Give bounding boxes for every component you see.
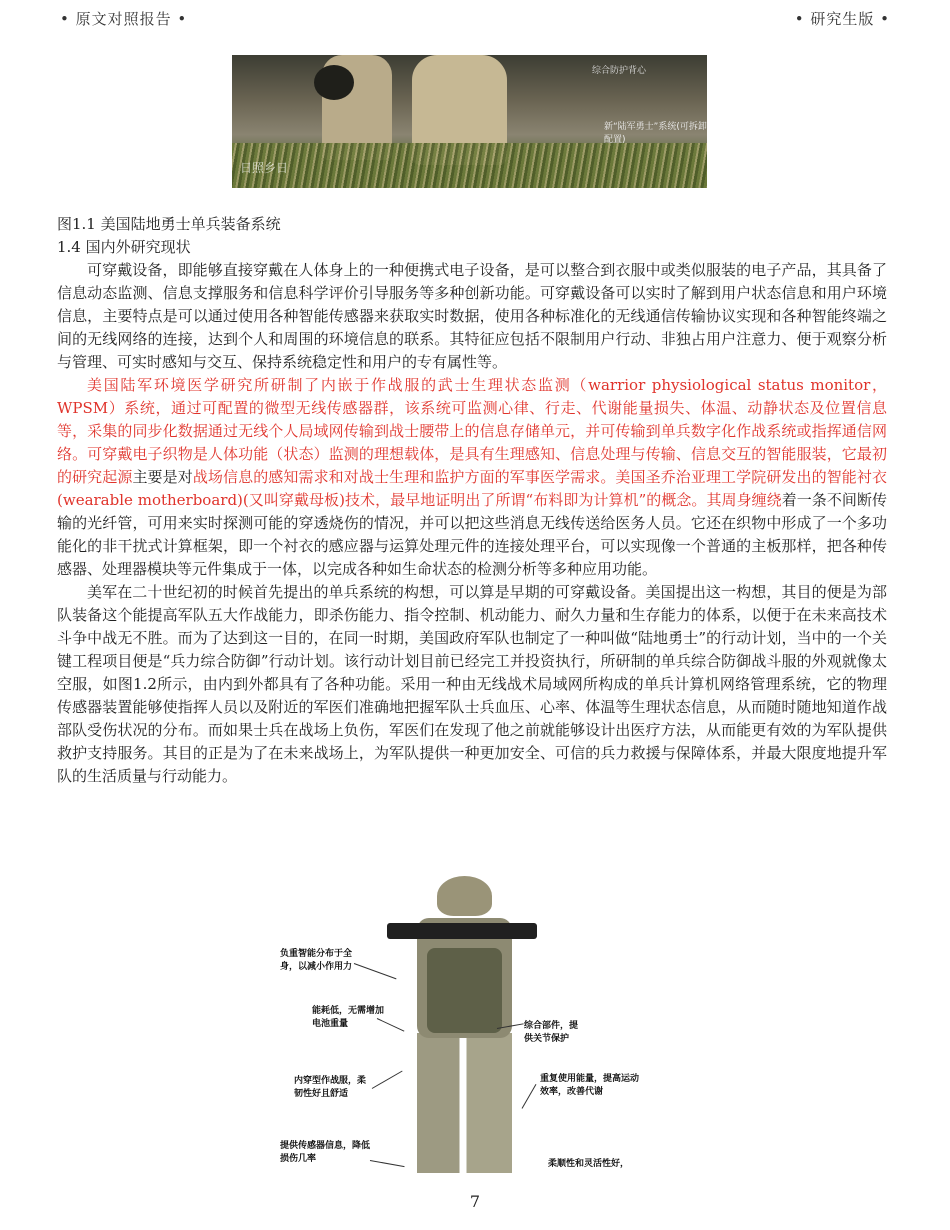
section-heading: 1.4 国内外研究现状 [57, 238, 191, 256]
highlight-red-1: 美国陆军环境医学研究所研制了内嵌于作战服的武士生理状态监测（warrior physiological status monitor，WPSM）系统，通过可配置的微型无线传感器群，该系统可监测心律、行走、代谢能量损失、体温、动静状态及位置信息等，采集的同步化数据通过无线个人局域网传输到战士腰带上的信息存储单元，并可传输到单兵数字化作战系统或指挥通信网络。可穿戴电子织物是人体功能（状态）监测的理想载体，是具有生理感知、信息处理与传输、信息交互的智能服装，它最初的研究起源 [57, 376, 887, 486]
header-left: • 原文对照报告 • [60, 10, 188, 28]
photo-kneepad [314, 65, 354, 100]
photo-grass [232, 143, 707, 188]
leader-line [354, 963, 397, 979]
paragraph-2 [57, 374, 887, 581]
label-load-distribution: 负重智能分布于全身，以减小作用力 [280, 949, 353, 972]
plain-text-1: 主要是对 [132, 468, 193, 486]
soldier-kneeling-photo [232, 55, 707, 188]
label-flexibility: 柔顺性和灵活性好， [548, 1159, 630, 1169]
soldier-figure [392, 868, 532, 1173]
label-sensor-info: 提供传感器信息，降低损伤几率 [280, 1141, 371, 1164]
plain-text-2: 着一条不间断传输的光纤管，可用来实时探测可能的穿透烧伤的情况，并可以把这些消息无线传送给医务人员。它还在织物中形成了一个多功能化的非干扰式计算框架，即一个衬衣的感应器与运算处理元件的连接处理平台，可以实现像一个普通的主板那样，把各种传感器、处理器模块等元件集成于一体，以完成各种如生命状态的检测分析等多种应用功能。 [57, 491, 887, 578]
photo-label-system: 新“陆军勇士”系统(可拆卸配置) [604, 122, 707, 145]
soldier-equipment-diagram [272, 868, 667, 1173]
header-right: • 研究生版 • [794, 10, 890, 28]
paragraph-1: 可穿戴设备，即能够直接穿戴在人体身上的一种便携式电子设备，是可以整合到衣服中或类似服装的电子产品，其具备了信息动态监测、信息支撑服务和信息科学评价引导服务等多种创新功能。可穿戴设备可以实时了解到用户状态信息和用户环境信息，主要特点是可以通过使用各种智能传感器来获取实时数据，使用各种标准化的无线通信传输协议实现和各种智能终端之间的无线网络的连接，达到个人和周围的环境信息的联系。其特征应包括不限制用户行动、非独占用户注意力、便于观察分析与管理、可实时感知与交互、保持系统稳定性和用户的专有属性等。 [57, 261, 887, 371]
soldier-helmet [437, 876, 492, 916]
label-inner-suit: 内穿型作战服，柔韧性好且舒适 [294, 1076, 367, 1099]
figure-caption: 图1.1 美国陆地勇士单兵装备系统 [57, 215, 281, 233]
highlight-red-2: 战场信息的感知需求和对战士生理和监护方面的军事医学需求。美国圣乔治亚理工学院研发出的智能衬衣(wearable motherboard)(又叫穿戴母板)技术，最早地证明出了所谓“布料即为计算机”的概念。其周身缠绕 [57, 468, 887, 509]
soldier-legs [417, 1033, 512, 1173]
photo-watermark: 日照乡日 [240, 161, 289, 175]
soldier-rifle [387, 923, 537, 939]
photo-label-vest: 综合防护背心 [592, 66, 647, 76]
page-number: 7 [469, 1192, 481, 1211]
label-joint-protection: 综合部件，提供关节保护 [524, 1021, 579, 1044]
label-low-power: 能耗低，无需增加电池重量 [312, 1006, 385, 1029]
soldier-vest [427, 948, 502, 1033]
body-text [57, 259, 887, 788]
paragraph-3: 美军在二十世纪初的时候首先提出的单兵系统的构想，可以算是早期的可穿戴设备。美国提出这一构想，其目的便是为部队装备这个能提高军队五大作战能力，即杀伤能力、指令控制、机动能力、耐久力量和生存能力的体系，以便于在未来高技术斗争中战无不胜。而为了达到这一目的，在同一时期，美国政府军队也制定了一种叫做“陆地勇士”的行动计划，当中的一个关键工程项目便是“兵力综合防御”行动计划。该行动计划目前已经完工并投资执行，所研制的单兵综合防御战斗服的外观就像太空服，如图1.2所示，由内到外都具有了各种功能。采用一种由无线战术局域网所构成的单兵计算机网络管理系统，它的物理传感器装置能够使指挥人员以及附近的军医们准确地把握军队士兵血压、心率、体温等生理状态信息，从而随时随地知道作战部队受伤状况的分布。而如果士兵在战场上负伤，军医们在发现了他之前就能够设计出医疗方法，从而能更有效的为军队提供救护支持服务。其目的正是为了在未来战场上，为军队提供一种更加安全、可信的兵力救援与保障体系，并最大限度地提升军队的生活质量与行动能力。 [57, 583, 887, 785]
label-energy-reuse: 重复使用能量，提高运动效率，改善代谢 [540, 1074, 640, 1097]
